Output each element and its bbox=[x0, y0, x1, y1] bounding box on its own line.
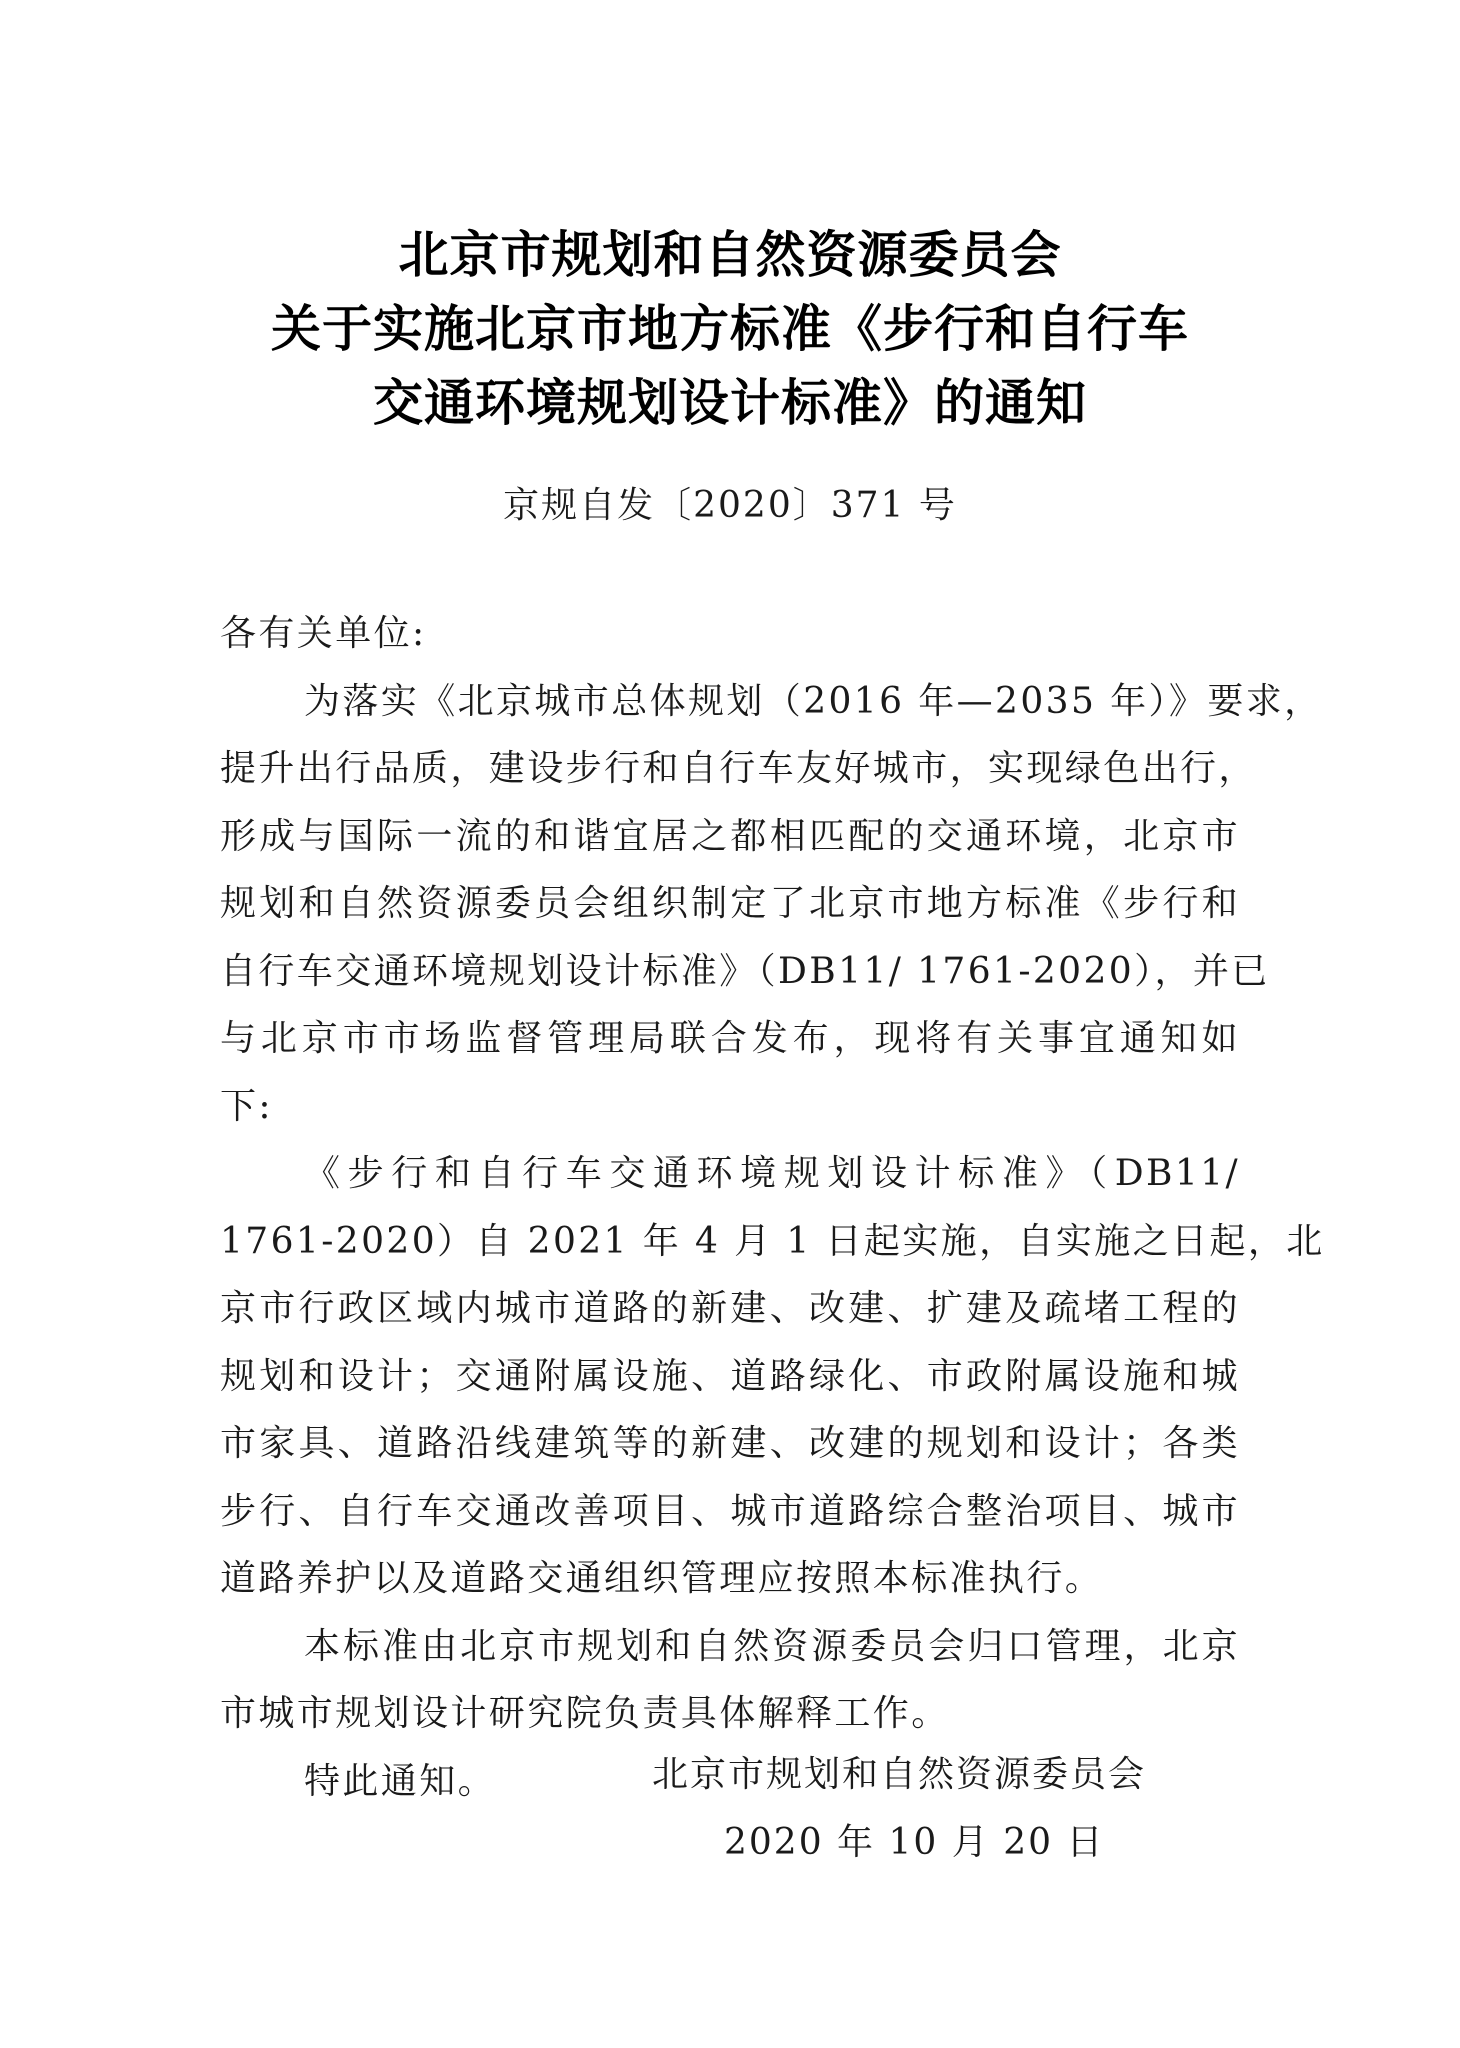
closing-remark: 特此通知。 bbox=[304, 1760, 497, 1802]
paragraph-line: 形成与国际一流的和谐宜居之都相匹配的交通环境，北京市 bbox=[220, 815, 1240, 857]
salutation: 各有关单位: bbox=[220, 613, 427, 654]
paragraph-line: 本标准由北京市规划和自然资源委员会归口管理，北京 bbox=[304, 1625, 1240, 1667]
paragraph-line: 市家具、道路沿线建筑等的新建、改建的规划和设计；各类 bbox=[220, 1423, 1240, 1464]
paragraph-line: 京市行政区域内城市道路的新建、改建、扩建及疏堵工程的 bbox=[220, 1288, 1240, 1329]
document-title bbox=[0, 218, 1460, 440]
title-line-2: 关于实施北京市地方标准《步行和自行车 bbox=[271, 299, 1189, 358]
paragraph-line: 与北京市市场监督管理局联合发布，现将有关事宜通知如 bbox=[220, 1018, 1240, 1059]
paragraph-3 bbox=[220, 1613, 1240, 1748]
signature-organization: 北京市规划和自然资源委员会 bbox=[652, 1754, 1147, 1795]
paragraph-2 bbox=[220, 1140, 1325, 1613]
paragraph-line: 规划和自然资源委员会组织制定了北京市地方标准《步行和 bbox=[220, 883, 1240, 924]
paragraph-line: 规划和设计；交通附属设施、道路绿化、市政附属设施和城 bbox=[220, 1355, 1240, 1397]
paragraph-line: 《步行和自行车交通环境规划设计标准》（DB11/ bbox=[304, 1153, 1240, 1194]
paragraph-line: 步行、自行车交通改善项目、城市道路综合整治项目、城市 bbox=[220, 1490, 1240, 1532]
title-line-3: 交通环境规划设计标准》的通知 bbox=[373, 373, 1087, 432]
paragraph-line: 1761-2020）自 2021 年 4 月 1 日起实施，自实施之日起，北 bbox=[220, 1220, 1325, 1262]
signature-date: 2020 年 10 月 20 日 bbox=[724, 1822, 1105, 1863]
document-body bbox=[220, 600, 1325, 1815]
paragraph-line: 下: bbox=[220, 1085, 273, 1127]
paragraph-line: 道路养护以及道路交通组织管理应按照本标准执行。 bbox=[220, 1558, 1104, 1599]
title-line-1: 北京市规划和自然资源委员会 bbox=[398, 225, 1062, 284]
paragraph-1 bbox=[220, 668, 1323, 1141]
paragraph-line: 提升出行品质，建设步行和自行车友好城市，实现绿色出行， bbox=[220, 748, 1257, 789]
document-number: 京规自发〔2020〕371 号 bbox=[503, 485, 957, 526]
paragraph-line: 市城市规划设计研究院负责具体解释工作。 bbox=[220, 1693, 950, 1734]
paragraph-line: 为落实《北京城市总体规划（2016 年—2035 年）》要求， bbox=[304, 680, 1323, 722]
paragraph-line: 自行车交通环境规划设计标准》（DB11/ 1761-2020），并已 bbox=[220, 950, 1270, 992]
